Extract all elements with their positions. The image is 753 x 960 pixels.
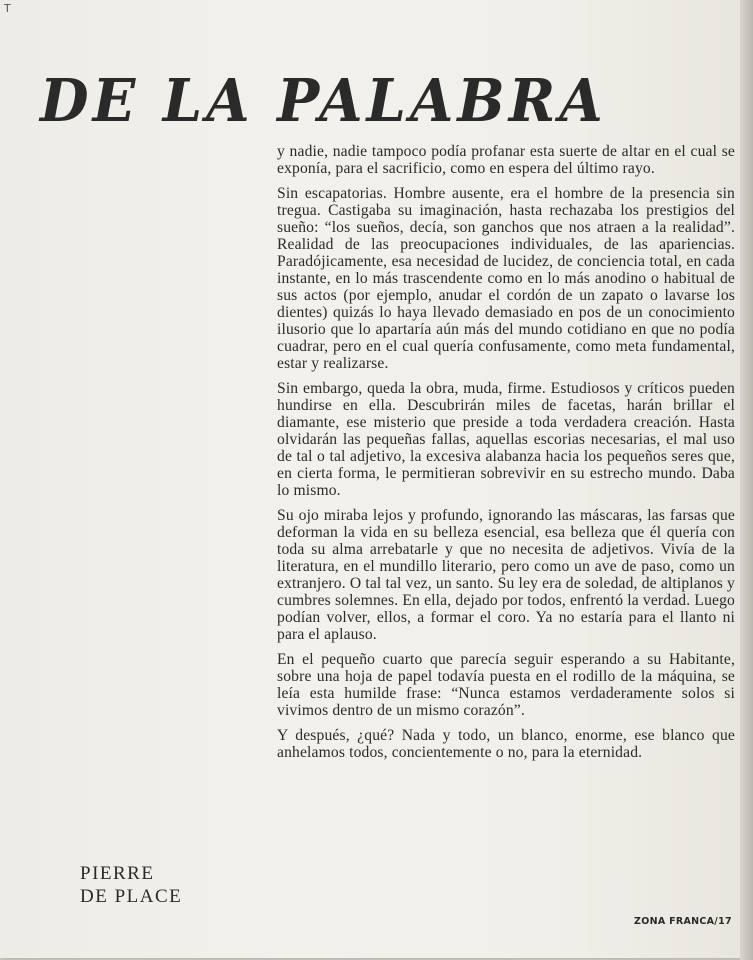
- article-paragraph-6: Y después, ¿qué? Nada y todo, un blanco, enorme, ese blanco que anhelamos todos, concientemente o no, para la eternidad.: [277, 727, 735, 761]
- page-edge-shadow: [740, 0, 753, 960]
- author-byline: [80, 862, 182, 908]
- article-body: [277, 143, 735, 769]
- article-paragraph-3: Sin embargo, queda la obra, muda, firme. Estudiosos y críticos pueden hundirse en ella. Descubrirán miles de facetas, harán brillar el diamante, ese misterio que preside a toda verdadera creación. Hasta olvidarán las pequeñas fallas, aquellas escorias necesarias, el mal uso de tal o tal adjetivo, la excesiva alabanza hacia los pequeños seres que, en cierta forma, le permitieran sobrevivir en su estrecho mundo. Daba lo mismo.: [277, 380, 735, 499]
- corner-mark: T: [4, 2, 11, 15]
- article-paragraph-5: En el pequeño cuarto que parecía seguir esperando a su Habitante, sobre una hoja de papel todavía puesta en el rodillo de la máquina, se leía esta humilde frase: “Nunca estamos verdaderamente solos si vivimos dentro de un mismo corazón”.: [277, 651, 735, 719]
- article-paragraph-4: Su ojo miraba lejos y profundo, ignorando las máscaras, las farsas que deforman la vida en su belleza esencial, esa belleza que él quería con toda su alma arrebatarle y que no necesita de adjetivos. Vivía de la literatura, en el mundillo literario, pero como un ave de paso, como un extranjero. O tal tal vez, un santo. Su ley era de soledad, de altiplanos y cumbres solemnes. En ella, dejado por todos, enfrentó la verdad. Luego podían volver, ellos, a formar el coro. Ya no estaría para el llanto ni para el aplauso.: [277, 507, 735, 643]
- author-first-name: PIERRE: [80, 863, 155, 884]
- page-footer: ZONA FRANCA/17: [634, 916, 732, 927]
- article-paragraph-1: y nadie, nadie tampoco podía profanar esta suerte de altar en el cual se exponía, para el sacrificio, como en espera del último rayo.: [277, 143, 735, 177]
- article-paragraph-2: Sin escapatorias. Hombre ausente, era el hombre de la presencia sin tregua. Castigaba su imaginación, hasta rechazaba los prestigios del sueño: “los sueños, decía, son ganchos que nos atraen a la realidad”. Realidad de las preocupaciones individuales, de las apariencias. Paradójicamente, esa necesidad de lucidez, de conciencia total, en cada instante, en lo más trascendente como en lo más anodino o habitual de sus actos (por ejemplo, anudar el cordón de un zapato o lavarse los dientes) quizás lo haya llevado demasiado en pos de un conocimiento ilusorio que lo apartaría aún más del mundo cotidiano en que no podía cuadrar, pero en el cual quería confusamente, como meta fundamental, estar y realizarse.: [277, 185, 735, 372]
- article-title: DE LA PALABRA: [40, 66, 607, 136]
- author-last-name: DE PLACE: [80, 886, 183, 907]
